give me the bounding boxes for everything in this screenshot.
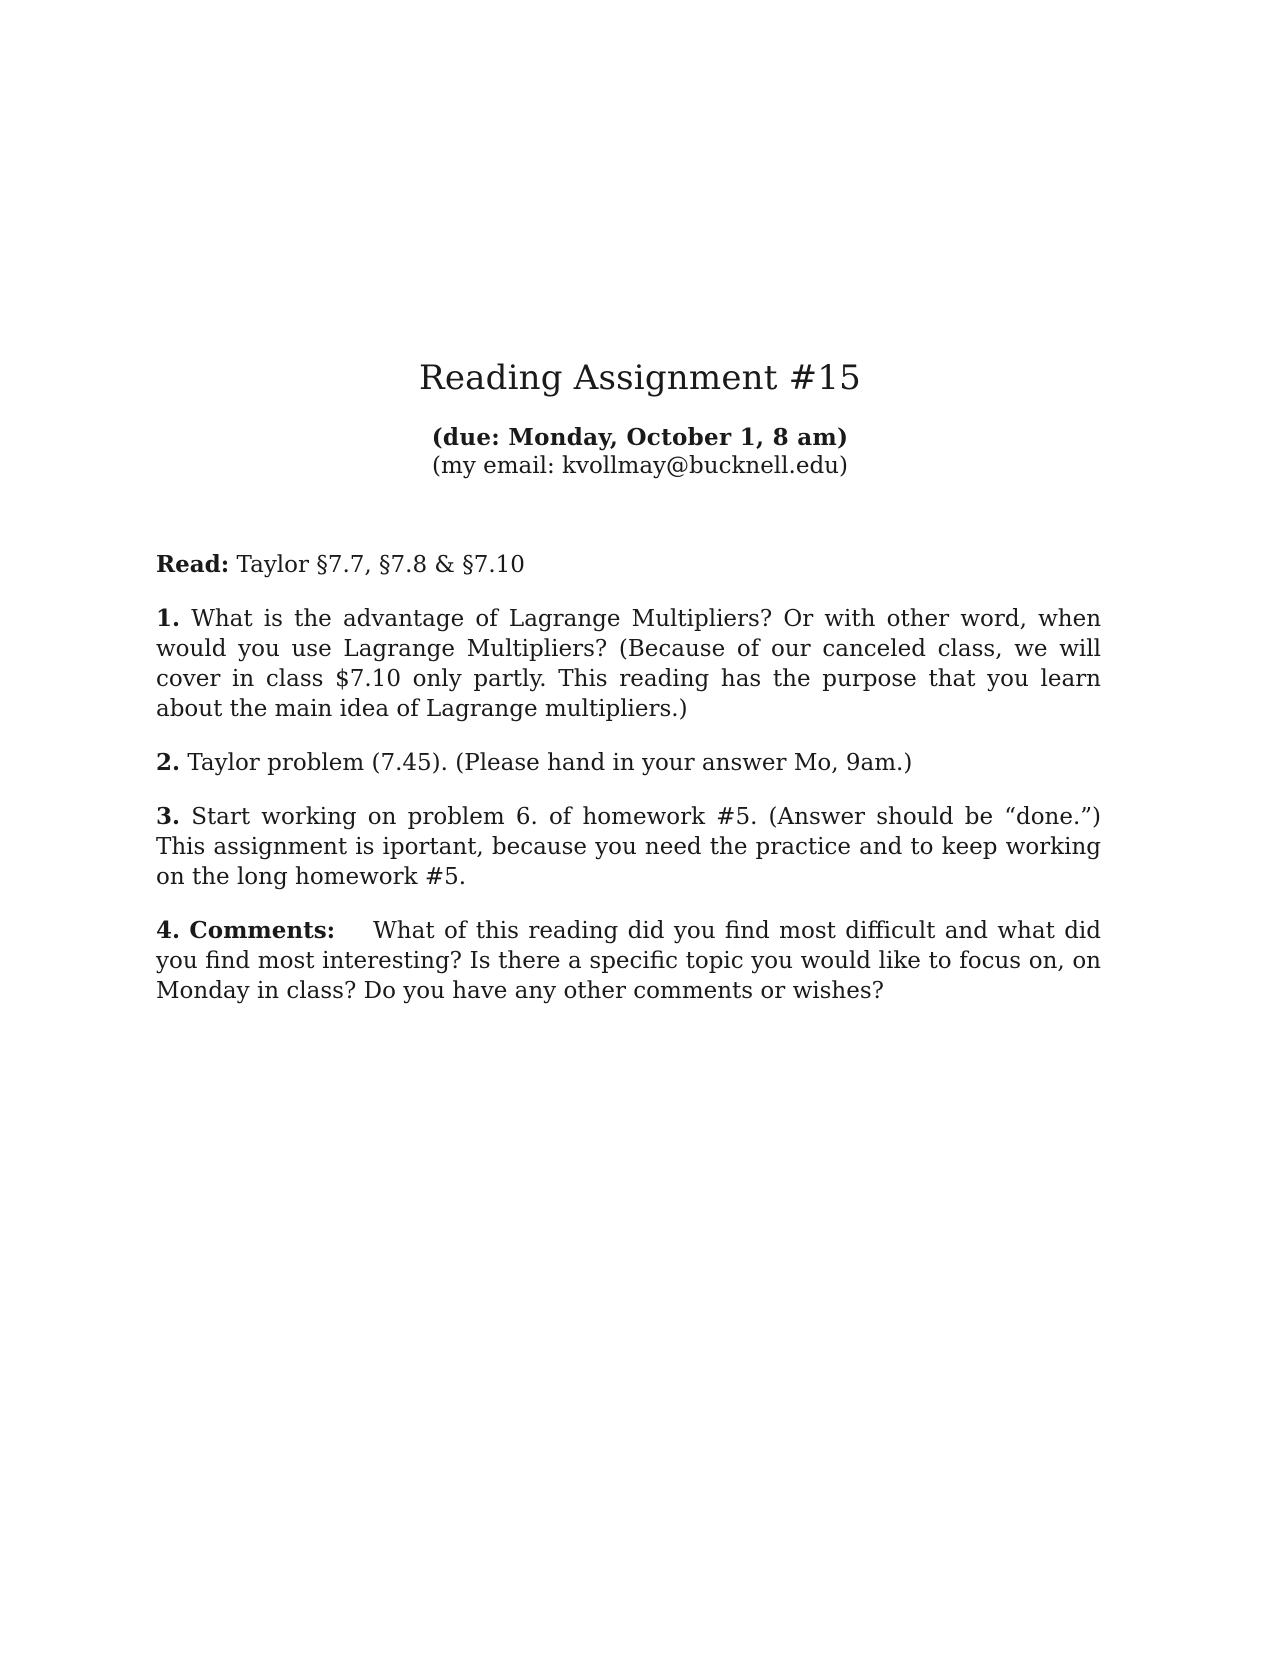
question-text: Taylor problem (7.45). (Please hand in your answer Mo, 9am.) bbox=[187, 750, 913, 776]
question-text: Start working on problem 6. of homework #5. (Answer should be “done.”) This assignment is iportant, because you need the practice and to keep working on the long homework #5. bbox=[156, 804, 1102, 890]
question-number: 2. bbox=[156, 749, 181, 776]
question-1 bbox=[156, 604, 1101, 724]
contact-email: (my email: kvollmay@bucknell.edu) bbox=[432, 453, 848, 479]
comments-label: Comments: bbox=[189, 917, 336, 944]
question-3 bbox=[156, 802, 1101, 892]
question-4 bbox=[156, 916, 1101, 1006]
question-2 bbox=[156, 748, 1101, 778]
page-title: Reading Assignment #15 bbox=[419, 358, 861, 398]
read-text: Taylor §7.7, §7.8 & §7.10 bbox=[236, 552, 525, 578]
question-number: 1. bbox=[156, 605, 181, 632]
assignment-body bbox=[156, 550, 1101, 1030]
read-paragraph bbox=[156, 550, 1101, 580]
question-text: What is the advantage of Lagrange Multipliers? Or with other word, when would you use Lagrange Multipliers? (Because of our canceled class, we will cover in class $7.10 only partly. This reading has the purpose that you learn about the main idea of Lagrange multipliers.) bbox=[156, 606, 1102, 722]
question-text: What of this reading did you find most difficult and what did you find most interesting? Is there a specific topic you would like to focus on, on Monday in class? Do you have any other comments or wishes? bbox=[156, 918, 1102, 1004]
question-number: 3. bbox=[156, 803, 181, 830]
due-date: (due: Monday, October 1, 8 am) bbox=[431, 424, 849, 451]
question-number: 4. bbox=[156, 917, 181, 944]
read-label: Read: bbox=[156, 551, 230, 578]
